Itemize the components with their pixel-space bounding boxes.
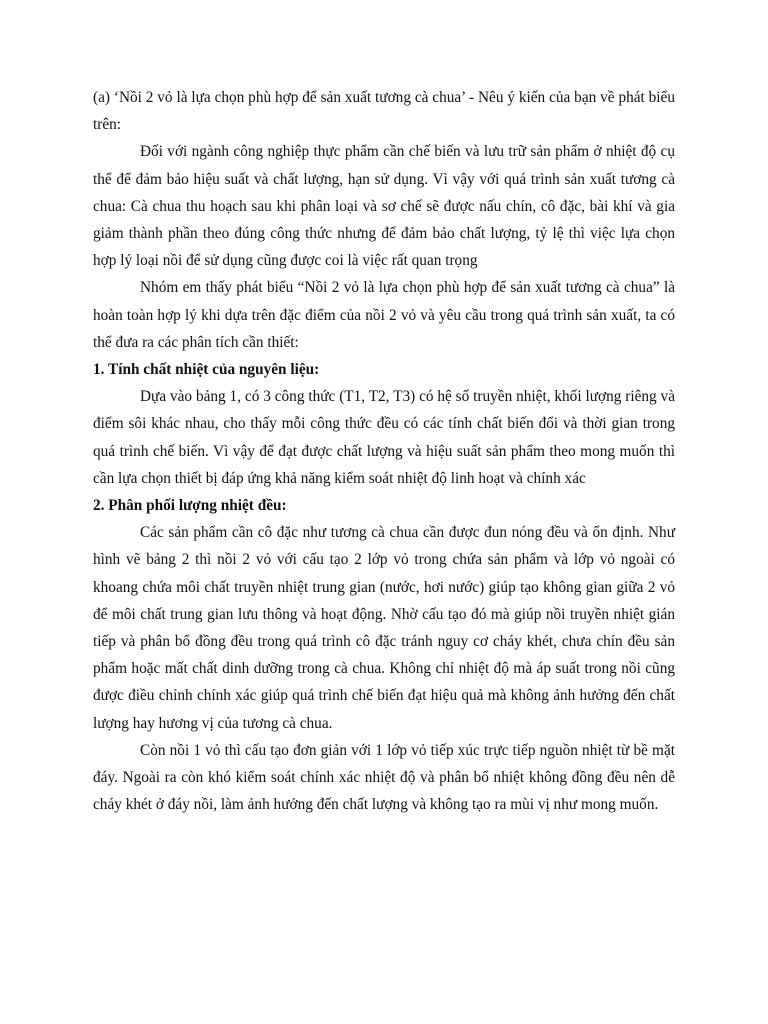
- section-2-heading: 2. Phân phối lượng nhiệt đều:: [93, 497, 287, 515]
- opinion-paragraph: Nhóm em thấy phát biểu “Nồi 2 vỏ là lựa chọn phù hợp để sản xuất tương cà chua” là hoàn toàn hợp lý khi dựa trên đặc điểm của nồi 2 vỏ và yêu cầu trong quá trình sản xuất, ta có thể đưa ra các phân tích cần thiết:: [93, 279, 675, 351]
- section-1-paragraph: Dựa vào bảng 1, có 3 công thức (T1, T2, T3) có hệ số truyền nhiệt, khối lượng riêng và điểm sôi khác nhau, cho thấy mỗi công thức đều có các tính chất biến đổi và thời gian trong quá trình chế biến. Vì vậy để đạt được chất lượng và hiệu suất sản phẩm theo mong muốn thì cần lựa chọn thiết bị đáp ứng khả năng kiểm soát nhiệt độ linh hoạt và chính xác: [93, 388, 675, 487]
- question-text: (a) ‘Nồi 2 vỏ là lựa chọn phù hợp để sản xuất tương cà chua’ - Nêu ý kiến của bạn về phát biểu trên:: [93, 89, 675, 134]
- section-2-comparison-paragraph: Còn nồi 1 vỏ thì cấu tạo đơn giản với 1 lớp vỏ tiếp xúc trực tiếp nguồn nhiệt từ bề mặt đáy. Ngoài ra còn khó kiểm soát chính xác nhiệt độ và phân bổ nhiệt không đồng đều nên dễ cháy khét ở đáy nồi, làm ảnh hưởng đến chất lượng và không tạo ra mùi vị như mong muốn.: [93, 741, 675, 814]
- intro-paragraph: Đối với ngành công nghiệp thực phẩm cần chế biến và lưu trữ sản phẩm ở nhiệt độ cụ thể để đảm bảo hiệu suất và chất lượng, hạn sử dụng. Vì vậy với quá trình sản xuất tương cà chua: Cà chua thu hoạch sau khi phân loại và sơ chế sẽ được nấu chín, cô đặc, bài khí và gia giảm thành phần theo đúng công thức nhưng để đảm bảo chất lượng, tỷ lệ thì việc lựa chọn hợp lý loại nồi để sử dụng cũng được coi là việc rất quan trọng: [93, 143, 675, 270]
- section-1-heading: 1. Tính chất nhiệt của nguyên liệu:: [93, 361, 320, 379]
- document-page: [93, 84, 675, 818]
- section-2-paragraph: Các sản phẩm cần cô đặc như tương cà chua cần được đun nóng đều và ổn định. Như hình vẽ bảng 2 thì nồi 2 vỏ với cấu tạo 2 lớp vỏ trong chứa sản phẩm và lớp vỏ ngoài có khoang chứa môi chất truyền nhiệt trung gian (nước, hơi nước) giúp tạo không gian giữa 2 vỏ để môi chất trung gian lưu thông và hoạt động. Nhờ cấu tạo đó mà giúp nồi truyền nhiệt gián tiếp và phân bổ đồng đều trong quá trình cô đặc tránh nguy cơ cháy khét, chưa chín đều sản phẩm hoặc mất chất dinh dưỡng trong cà chua. Không chỉ nhiệt độ mà áp suất trong nồi cũng được điều chỉnh chính xác giúp quá trình chế biến đạt hiệu quả mà không ảnh hưởng đến chất lượng hay hương vị của tương cà chua.: [93, 524, 675, 732]
